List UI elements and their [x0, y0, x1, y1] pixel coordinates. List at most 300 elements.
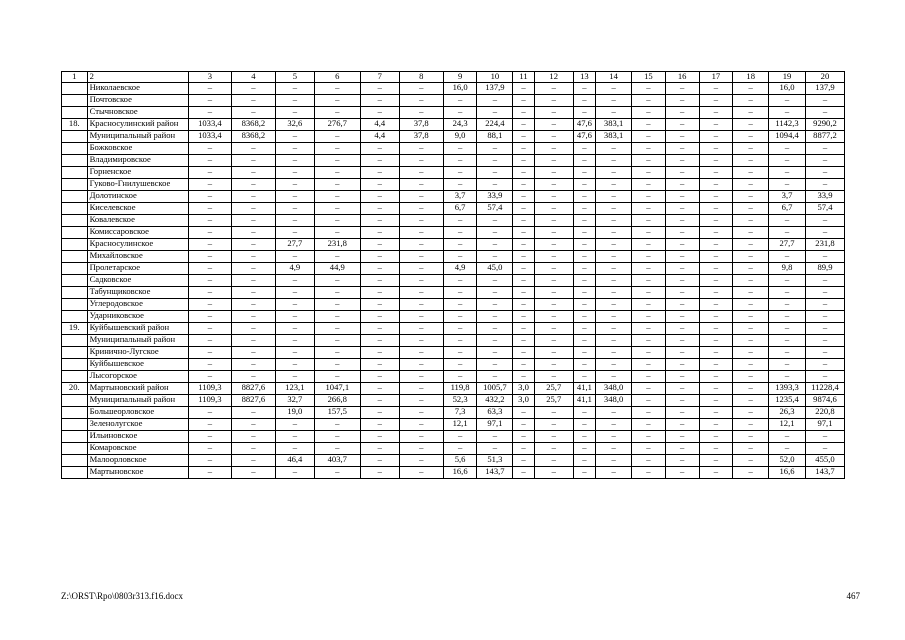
- table-cell: 9874,6: [805, 395, 844, 407]
- table-cell: –: [360, 395, 399, 407]
- table-cell: 3,0: [513, 395, 534, 407]
- table-cell: –: [534, 155, 573, 167]
- table-cell: –: [596, 143, 632, 155]
- table-cell: –: [632, 395, 666, 407]
- row-number: [62, 335, 88, 347]
- table-cell: –: [699, 395, 733, 407]
- row-number: [62, 263, 88, 275]
- table-cell: –: [573, 287, 596, 299]
- table-cell: –: [805, 179, 844, 191]
- row-name: Красносулинское: [87, 239, 188, 251]
- page-number: 467: [846, 591, 860, 601]
- table-cell: –: [596, 275, 632, 287]
- table-cell: –: [596, 203, 632, 215]
- table-row: [62, 383, 845, 395]
- table-cell: –: [534, 95, 573, 107]
- table-cell: 383,1: [596, 131, 632, 143]
- column-header-14: 14: [596, 72, 632, 83]
- table-cell: –: [596, 227, 632, 239]
- column-header-4: 4: [231, 72, 275, 83]
- table-cell: –: [573, 323, 596, 335]
- table-cell: –: [360, 167, 399, 179]
- table-cell: –: [399, 431, 443, 443]
- table-cell: –: [188, 155, 231, 167]
- table-cell: –: [534, 311, 573, 323]
- file-path: Z:\ORST\Rpo\0803r313.f16.docx: [61, 591, 183, 601]
- table-cell: –: [231, 155, 275, 167]
- table-row: [62, 119, 845, 131]
- table-cell: –: [769, 107, 806, 119]
- table-cell: 27,7: [769, 239, 806, 251]
- table-cell: –: [632, 455, 666, 467]
- row-name: Комаровское: [87, 443, 188, 455]
- table-cell: –: [314, 167, 360, 179]
- table-cell: –: [231, 179, 275, 191]
- table-cell: –: [513, 239, 534, 251]
- table-cell: –: [275, 83, 314, 95]
- table-cell: –: [733, 419, 769, 431]
- table-cell: 157,5: [314, 407, 360, 419]
- table-cell: –: [769, 251, 806, 263]
- table-cell: –: [314, 155, 360, 167]
- row-number: [62, 131, 88, 143]
- table-cell: 46,4: [275, 455, 314, 467]
- table-row: [62, 335, 845, 347]
- table-cell: –: [665, 407, 699, 419]
- table-cell: –: [314, 419, 360, 431]
- table-cell: –: [573, 143, 596, 155]
- column-header-2: 2: [87, 72, 188, 83]
- row-number: [62, 143, 88, 155]
- table-cell: 3,0: [513, 383, 534, 395]
- table-cell: –: [733, 131, 769, 143]
- row-name: Почтовское: [87, 95, 188, 107]
- table-cell: –: [188, 275, 231, 287]
- table-cell: –: [360, 347, 399, 359]
- table-cell: –: [733, 371, 769, 383]
- table-cell: –: [573, 263, 596, 275]
- table-cell: –: [534, 191, 573, 203]
- table-cell: 266,8: [314, 395, 360, 407]
- table-cell: –: [596, 431, 632, 443]
- table-cell: –: [360, 155, 399, 167]
- table-cell: –: [534, 335, 573, 347]
- table-cell: –: [443, 287, 477, 299]
- table-row: [62, 299, 845, 311]
- table-cell: –: [188, 431, 231, 443]
- table-cell: 432,2: [477, 395, 513, 407]
- table-cell: –: [314, 251, 360, 263]
- table-cell: –: [596, 191, 632, 203]
- table-cell: –: [769, 215, 806, 227]
- table-cell: –: [534, 167, 573, 179]
- table-cell: –: [513, 179, 534, 191]
- table-cell: –: [275, 107, 314, 119]
- table-cell: –: [314, 83, 360, 95]
- table-cell: –: [769, 335, 806, 347]
- table-cell: –: [769, 155, 806, 167]
- table-cell: –: [513, 131, 534, 143]
- table-cell: –: [632, 95, 666, 107]
- table-cell: –: [399, 371, 443, 383]
- table-cell: –: [534, 263, 573, 275]
- table-cell: –: [632, 323, 666, 335]
- table-cell: –: [275, 443, 314, 455]
- table-cell: –: [733, 275, 769, 287]
- table-cell: –: [769, 143, 806, 155]
- table-cell: –: [733, 227, 769, 239]
- row-number: [62, 227, 88, 239]
- table-row: [62, 431, 845, 443]
- table-cell: –: [314, 371, 360, 383]
- table-cell: –: [231, 83, 275, 95]
- table-cell: –: [513, 335, 534, 347]
- row-name: Табунщиковское: [87, 287, 188, 299]
- table-cell: –: [699, 167, 733, 179]
- table-cell: –: [314, 227, 360, 239]
- table-cell: 231,8: [314, 239, 360, 251]
- table-cell: –: [231, 143, 275, 155]
- table-cell: –: [769, 431, 806, 443]
- table-cell: –: [805, 155, 844, 167]
- table-cell: –: [534, 239, 573, 251]
- table-cell: –: [231, 287, 275, 299]
- table-cell: –: [188, 215, 231, 227]
- row-name: Горненское: [87, 167, 188, 179]
- table-cell: –: [477, 179, 513, 191]
- table-cell: –: [314, 191, 360, 203]
- table-cell: 26,3: [769, 407, 806, 419]
- table-cell: –: [573, 455, 596, 467]
- table-cell: 4,9: [275, 263, 314, 275]
- table-cell: –: [596, 323, 632, 335]
- table-cell: –: [513, 311, 534, 323]
- table-cell: –: [360, 251, 399, 263]
- table-cell: –: [477, 359, 513, 371]
- table-cell: –: [573, 275, 596, 287]
- table-cell: –: [188, 251, 231, 263]
- table-cell: –: [275, 227, 314, 239]
- table-cell: 89,9: [805, 263, 844, 275]
- table-cell: –: [665, 371, 699, 383]
- table-cell: –: [596, 251, 632, 263]
- table-cell: –: [399, 227, 443, 239]
- table-cell: –: [733, 323, 769, 335]
- table-cell: 6,7: [443, 203, 477, 215]
- table-cell: –: [188, 323, 231, 335]
- table-cell: –: [513, 95, 534, 107]
- table-cell: –: [632, 227, 666, 239]
- table-cell: –: [513, 443, 534, 455]
- table-cell: –: [805, 323, 844, 335]
- table-cell: –: [360, 467, 399, 479]
- table-cell: –: [360, 107, 399, 119]
- table-cell: 119,8: [443, 383, 477, 395]
- table-cell: –: [534, 431, 573, 443]
- table-cell: –: [733, 359, 769, 371]
- table-cell: –: [399, 95, 443, 107]
- table-cell: –: [596, 179, 632, 191]
- table-cell: –: [733, 83, 769, 95]
- table-cell: –: [231, 371, 275, 383]
- table-cell: 32,6: [275, 119, 314, 131]
- table-cell: –: [596, 263, 632, 275]
- table-cell: –: [477, 95, 513, 107]
- table-cell: –: [477, 227, 513, 239]
- table-cell: 33,9: [477, 191, 513, 203]
- table-cell: –: [733, 167, 769, 179]
- table-cell: 143,7: [477, 467, 513, 479]
- table-cell: –: [733, 347, 769, 359]
- table-cell: –: [699, 191, 733, 203]
- row-name: Зеленолугское: [87, 419, 188, 431]
- table-cell: –: [360, 227, 399, 239]
- table-cell: –: [443, 167, 477, 179]
- table-cell: –: [513, 215, 534, 227]
- table-cell: –: [314, 215, 360, 227]
- table-cell: –: [513, 119, 534, 131]
- row-number: [62, 347, 88, 359]
- table-cell: –: [188, 263, 231, 275]
- table-cell: –: [805, 371, 844, 383]
- table-cell: –: [360, 443, 399, 455]
- table-cell: –: [513, 191, 534, 203]
- table-cell: –: [231, 107, 275, 119]
- column-header-16: 16: [665, 72, 699, 83]
- table-cell: –: [699, 383, 733, 395]
- table-cell: –: [665, 263, 699, 275]
- table-cell: –: [231, 359, 275, 371]
- table-cell: –: [275, 431, 314, 443]
- table-cell: –: [188, 359, 231, 371]
- table-cell: –: [733, 263, 769, 275]
- table-cell: –: [360, 191, 399, 203]
- table-cell: –: [275, 299, 314, 311]
- table-row: [62, 395, 845, 407]
- table-cell: –: [665, 155, 699, 167]
- table-cell: –: [534, 83, 573, 95]
- table-cell: –: [477, 323, 513, 335]
- table-cell: –: [699, 407, 733, 419]
- table-cell: 88,1: [477, 131, 513, 143]
- table-cell: –: [275, 323, 314, 335]
- table-cell: –: [513, 107, 534, 119]
- table-cell: –: [399, 263, 443, 275]
- column-header-9: 9: [443, 72, 477, 83]
- table-cell: –: [314, 203, 360, 215]
- table-cell: –: [399, 323, 443, 335]
- row-number: [62, 191, 88, 203]
- table-cell: 4,4: [360, 119, 399, 131]
- table-row: [62, 371, 845, 383]
- table-cell: –: [699, 239, 733, 251]
- table-cell: –: [477, 443, 513, 455]
- table-cell: –: [275, 167, 314, 179]
- table-cell: –: [573, 443, 596, 455]
- table-cell: –: [534, 287, 573, 299]
- table-cell: 47,6: [573, 119, 596, 131]
- table-cell: –: [443, 335, 477, 347]
- row-name: Ударниковское: [87, 311, 188, 323]
- table-cell: 143,7: [805, 467, 844, 479]
- column-header-19: 19: [769, 72, 806, 83]
- table-row: [62, 143, 845, 155]
- table-cell: –: [275, 359, 314, 371]
- column-header-13: 13: [573, 72, 596, 83]
- row-name: Владимировское: [87, 155, 188, 167]
- header-row: [62, 72, 845, 83]
- table-cell: 455,0: [805, 455, 844, 467]
- table-cell: –: [699, 107, 733, 119]
- table-cell: –: [360, 455, 399, 467]
- table-cell: –: [188, 107, 231, 119]
- table-row: [62, 311, 845, 323]
- table-cell: –: [231, 251, 275, 263]
- table-cell: –: [769, 95, 806, 107]
- table-cell: 348,0: [596, 383, 632, 395]
- table-cell: –: [769, 287, 806, 299]
- table-cell: –: [534, 275, 573, 287]
- table-cell: –: [665, 419, 699, 431]
- table-cell: –: [573, 407, 596, 419]
- table-cell: –: [188, 203, 231, 215]
- table-cell: 276,7: [314, 119, 360, 131]
- table-cell: 19,0: [275, 407, 314, 419]
- table-cell: –: [477, 299, 513, 311]
- table-cell: –: [596, 239, 632, 251]
- table-cell: 1033,4: [188, 119, 231, 131]
- table-cell: –: [699, 143, 733, 155]
- table-cell: 45,0: [477, 263, 513, 275]
- row-name: Божковское: [87, 143, 188, 155]
- table-cell: –: [699, 335, 733, 347]
- table-cell: 1094,4: [769, 131, 806, 143]
- table-cell: –: [231, 299, 275, 311]
- table-cell: –: [513, 143, 534, 155]
- table-cell: –: [733, 251, 769, 263]
- row-name: Ковалевское: [87, 215, 188, 227]
- table-row: [62, 251, 845, 263]
- table-row: [62, 455, 845, 467]
- table-cell: –: [399, 179, 443, 191]
- table-cell: –: [188, 167, 231, 179]
- table-cell: –: [534, 443, 573, 455]
- table-cell: –: [733, 395, 769, 407]
- table-cell: –: [314, 347, 360, 359]
- table-cell: –: [699, 83, 733, 95]
- table-cell: –: [231, 335, 275, 347]
- row-number: [62, 455, 88, 467]
- table-cell: –: [231, 407, 275, 419]
- table-cell: –: [665, 119, 699, 131]
- table-cell: 11228,4: [805, 383, 844, 395]
- table-cell: –: [665, 215, 699, 227]
- table-cell: –: [596, 443, 632, 455]
- table-cell: –: [665, 239, 699, 251]
- table-cell: –: [275, 311, 314, 323]
- table-cell: –: [399, 155, 443, 167]
- table-cell: –: [188, 467, 231, 479]
- table-cell: –: [443, 323, 477, 335]
- table-cell: –: [477, 215, 513, 227]
- row-number: 19.: [62, 323, 88, 335]
- table-cell: –: [314, 311, 360, 323]
- table-cell: –: [513, 431, 534, 443]
- row-name: Куйбышевское: [87, 359, 188, 371]
- table-cell: –: [665, 107, 699, 119]
- table-cell: –: [477, 311, 513, 323]
- row-name: Ильиновское: [87, 431, 188, 443]
- table-cell: 37,8: [399, 131, 443, 143]
- table-cell: 9,0: [443, 131, 477, 143]
- row-number: [62, 95, 88, 107]
- table-cell: –: [188, 335, 231, 347]
- table-cell: –: [805, 311, 844, 323]
- table-cell: –: [360, 371, 399, 383]
- table-cell: –: [513, 263, 534, 275]
- table-cell: –: [699, 287, 733, 299]
- table-cell: –: [573, 215, 596, 227]
- table-cell: –: [399, 311, 443, 323]
- table-cell: –: [665, 431, 699, 443]
- row-name: Гуково-Гнилушевское: [87, 179, 188, 191]
- table-cell: –: [805, 215, 844, 227]
- table-cell: –: [231, 191, 275, 203]
- table-cell: 57,4: [477, 203, 513, 215]
- table-cell: –: [443, 95, 477, 107]
- table-cell: –: [665, 359, 699, 371]
- table-cell: –: [188, 239, 231, 251]
- table-cell: –: [477, 239, 513, 251]
- table-cell: –: [188, 191, 231, 203]
- table-cell: –: [360, 275, 399, 287]
- table-row: [62, 131, 845, 143]
- table-cell: –: [231, 95, 275, 107]
- table-cell: –: [769, 323, 806, 335]
- table-cell: –: [513, 203, 534, 215]
- table-cell: –: [188, 371, 231, 383]
- table-cell: –: [534, 299, 573, 311]
- table-cell: –: [699, 323, 733, 335]
- table-cell: –: [699, 119, 733, 131]
- table-cell: –: [534, 359, 573, 371]
- table-cell: –: [733, 155, 769, 167]
- table-cell: –: [360, 431, 399, 443]
- table-cell: –: [314, 179, 360, 191]
- table-cell: 97,1: [805, 419, 844, 431]
- table-cell: 16,6: [443, 467, 477, 479]
- table-cell: –: [769, 371, 806, 383]
- table-cell: –: [665, 323, 699, 335]
- row-name: Стычновское: [87, 107, 188, 119]
- table-cell: –: [632, 239, 666, 251]
- table-cell: –: [665, 287, 699, 299]
- table-cell: –: [477, 431, 513, 443]
- table-cell: –: [665, 383, 699, 395]
- table-cell: –: [699, 215, 733, 227]
- table-cell: –: [188, 419, 231, 431]
- row-name: Большеорловское: [87, 407, 188, 419]
- table-cell: –: [399, 275, 443, 287]
- table-cell: –: [231, 227, 275, 239]
- row-number: [62, 467, 88, 479]
- table-cell: –: [733, 107, 769, 119]
- table-cell: –: [188, 83, 231, 95]
- table-cell: 7,3: [443, 407, 477, 419]
- table-row: [62, 179, 845, 191]
- table-cell: –: [188, 407, 231, 419]
- table-cell: 9290,2: [805, 119, 844, 131]
